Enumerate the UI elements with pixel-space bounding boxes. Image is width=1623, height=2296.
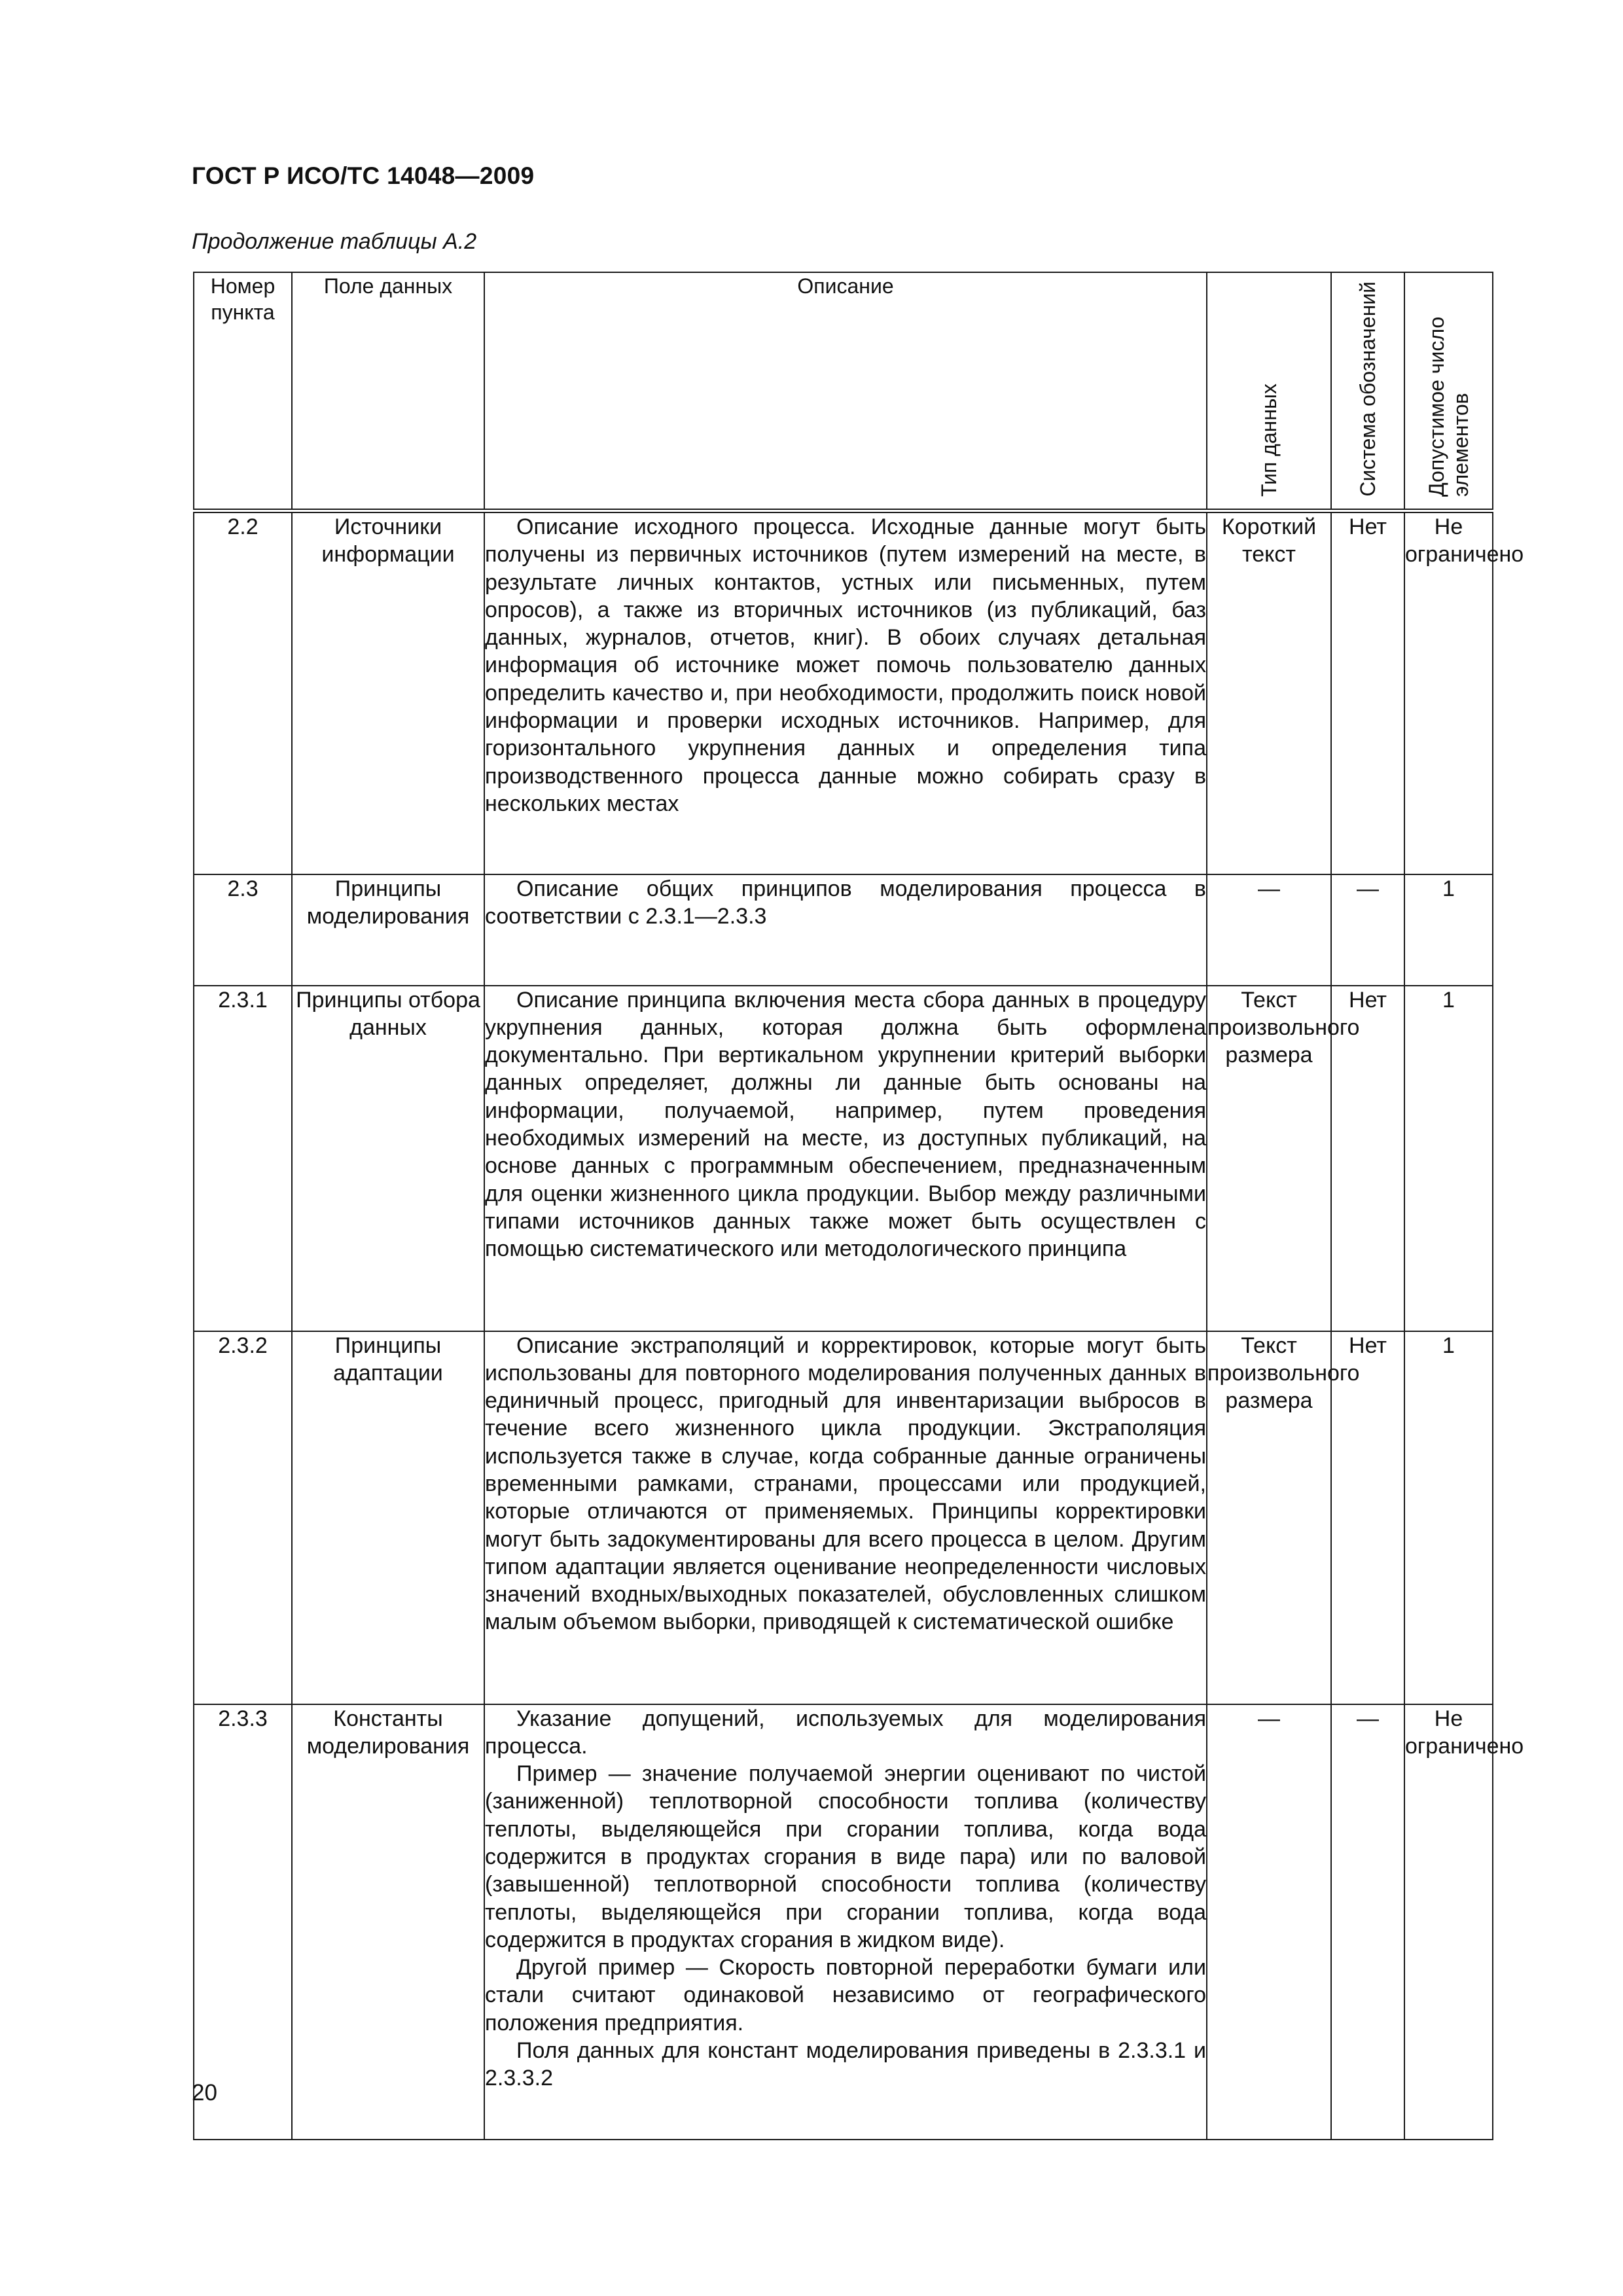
description-paragraph: Пример — значение получаемой энергии оценивают по чистой (заниженной) теплотворной способности топлива (количеству теплоты, выделяющейся при сгорании топлива, когда вода содержится в продуктах сгорания в виде пара) или по валовой (завышенной) теплотворной способности топлива (количеству теплоты, выделяющейся при сгорании топлива, когда вода содержится в продуктах сгорания в жидком виде).	[485, 1761, 1206, 1952]
description-paragraph: Поля данных для констант моделирования приведены в 2.3.3.1 и 2.3.3.2	[485, 2038, 1206, 2091]
table-row	[194, 511, 1493, 874]
description-paragraph: Другой пример — Скорость повторной переработки бумаги или стали считают одинаковой независимо от географического положения предприятия.	[485, 1955, 1206, 2036]
item-number: 2.3.1	[194, 986, 292, 1331]
item-data-type: Текст произвольного размера	[1207, 1331, 1331, 1704]
description-paragraph: Описание принципа включения места сбора данных в процедуру укрупнения данных, которая должна быть оформлена документально. При вертикальном укрупнении критерий выборки данных определяет, должны ли данные быть основаны на информации, получаемой, например, путем проведения необходимых измерений на месте, из доступных публикаций, на основе данных с программным обеспечением, предназначенным для оценки жизненного цикла продукции. Выбор между различными типами источников данных также может быть осуществлен с помощью систематического или методологического принципа	[485, 987, 1206, 1262]
item-allowed-count: 1	[1404, 874, 1493, 986]
table-row	[194, 986, 1493, 1331]
table-caption: Продолжение таблицы А.2	[192, 229, 477, 254]
data-fields-table	[193, 272, 1524, 2140]
table-row	[194, 1331, 1493, 1704]
table-row	[194, 1704, 1493, 2140]
item-allowed-count: 1	[1404, 1331, 1493, 1704]
item-number: 2.3.3	[194, 1704, 292, 2140]
item-data-type: Короткий текст	[1207, 511, 1331, 874]
item-notation-system: Нет	[1331, 1331, 1404, 1704]
description-paragraph: Описание общих принципов моделирования процесса в соответствии с 2.3.1—2.3.3	[485, 876, 1206, 929]
data-field-name: Константы моделирования	[292, 1704, 484, 2140]
document-title: ГОСТ Р ИСО/ТС 14048—2009	[192, 162, 535, 189]
item-description	[484, 874, 1207, 986]
description-paragraph: Описание экстраполяций и корректировок, которые могут быть использованы для повторного моделирования полученных данных в единичный процесс, пригодный для инвентаризации выбросов в течение всего жизненного цикла продукции. Экстраполяция используется также в случае, когда собранные данные ограничены временными рамками, странами, процессами или продукцией, которые отличаются от применяемых. Принципы корректировки могут быть задокументированы для всего процесса в целом. Другим типом адаптации является оценивание неопределенности числовых значений входных/выходных показателей, обусловленных слишком малым объемом выборки, приводящей к систематической ошибке	[485, 1333, 1206, 1635]
item-notation-system: —	[1331, 1704, 1404, 2140]
data-field-name: Принципы адаптации	[292, 1331, 484, 1704]
data-field-name: Принципы моделирования	[292, 874, 484, 986]
item-number: 2.3.2	[194, 1331, 292, 1704]
item-notation-system: Нет	[1331, 986, 1404, 1331]
page-number: 20	[192, 2080, 217, 2106]
item-description	[484, 986, 1207, 1331]
item-notation-system: Нет	[1331, 511, 1404, 874]
header-notation-system: Система обозначений	[1331, 272, 1404, 511]
data-field-name: Источники информации	[292, 511, 484, 874]
description-paragraph: Описание исходного процесса. Исходные данные могут быть получены из первичных источников (путем измерений на месте, в результате личных контактов, устных или письменных, путем опросов), а также из вторичных источников (из публикаций, баз данных, журналов, отчетов, книг). В обоих случаях детальная информация об источнике может помочь пользователю данных определить качество и, при необходимости, продолжить поиск новой информации и проверки исходных источников. Например, для горизонтального укрупнения данных и определения типа производственного процесса данные можно собирать сразу в нескольких местах	[485, 514, 1206, 816]
header-description: Описание	[484, 272, 1207, 511]
item-allowed-count: 1	[1404, 986, 1493, 1331]
item-data-type: Текст произвольного размера	[1207, 986, 1331, 1331]
header-allowed-count: Допустимое число элементов	[1404, 272, 1493, 511]
item-allowed-count: Не ограничено	[1404, 1704, 1493, 2140]
item-number: 2.2	[194, 511, 292, 874]
item-number: 2.3	[194, 874, 292, 986]
item-description	[484, 1331, 1207, 1704]
item-allowed-count: Не ограничено	[1404, 511, 1493, 874]
description-paragraph: Указание допущений, используемых для моделирования процесса.	[485, 1706, 1206, 1759]
item-data-type: —	[1207, 1704, 1331, 2140]
item-description	[484, 1704, 1207, 2140]
header-data-type: Тип данных	[1207, 272, 1331, 511]
header-number: Номер пункта	[194, 272, 292, 511]
item-notation-system: —	[1331, 874, 1404, 986]
table-row	[194, 874, 1493, 986]
item-description	[484, 511, 1207, 874]
header-field: Поле данных	[292, 272, 484, 511]
data-field-name: Принципы отбора данных	[292, 986, 484, 1331]
table-header-row	[194, 272, 1493, 511]
item-data-type: —	[1207, 874, 1331, 986]
